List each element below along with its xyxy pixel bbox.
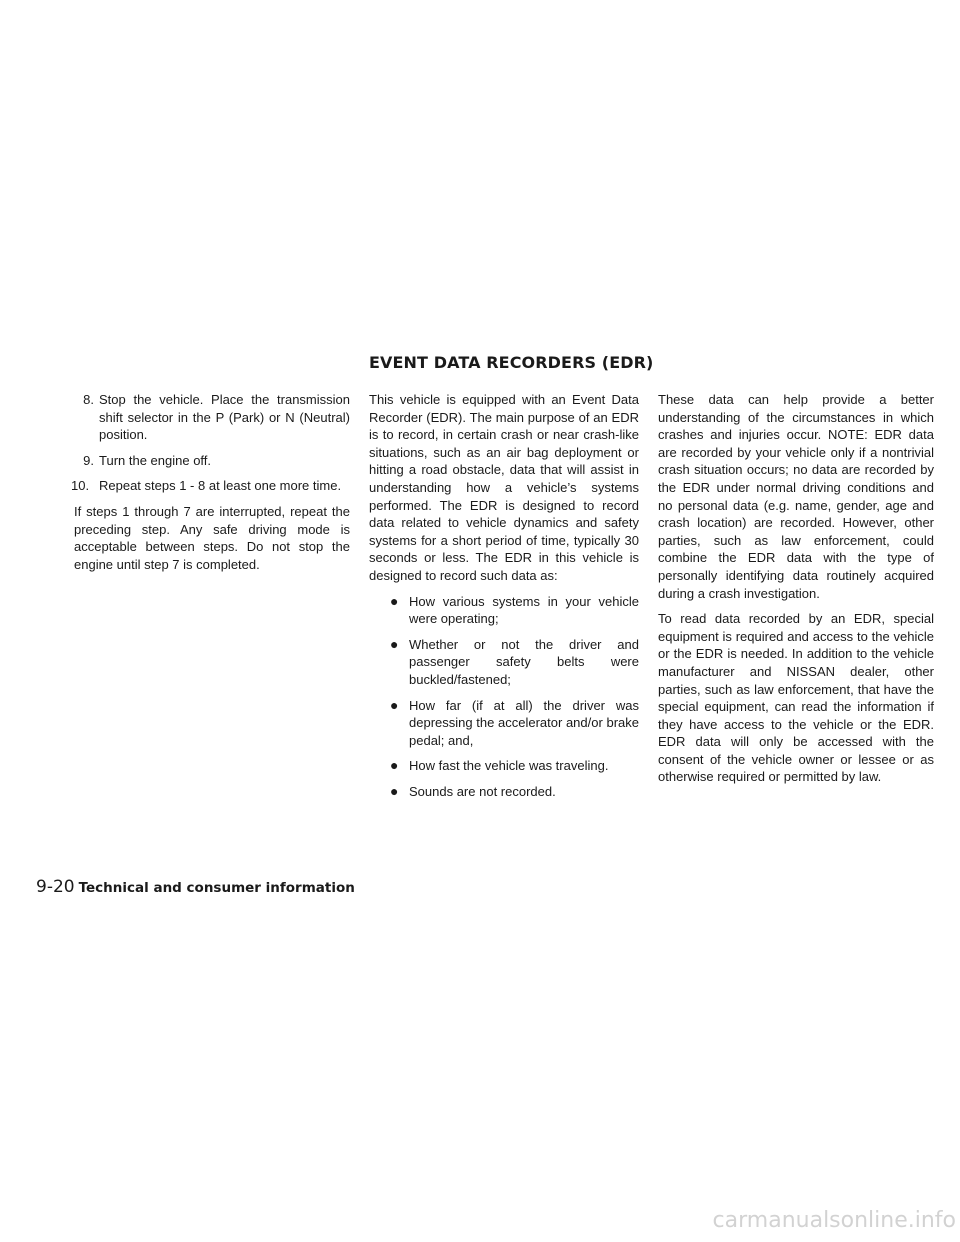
bullet-icon: ● (390, 757, 399, 774)
section-heading: EVENT DATA RECORDERS (EDR) (369, 353, 654, 372)
page-footer (36, 877, 355, 897)
bullet-icon: ● (390, 696, 399, 713)
page-number: 9-20 (36, 877, 75, 897)
step-item (74, 452, 350, 470)
list-item (369, 636, 639, 689)
watermark-text: carmanualsonline.info (712, 1208, 956, 1233)
bullet-icon: ● (390, 592, 399, 609)
step-text: Turn the engine off. (99, 452, 212, 468)
step-item (74, 391, 350, 444)
column-left (71, 391, 350, 581)
step-number: 8. (83, 392, 94, 407)
bullet-icon: ● (390, 782, 399, 799)
list-item-text: How various systems in your vehicle were operating; (409, 593, 639, 627)
step-item (71, 477, 350, 495)
step-text: Stop the vehicle. Place the transmission shift selector in the P (Park) or N (Neutral) position. (99, 392, 350, 443)
step-text: Repeat steps 1 - 8 at least one more time. (99, 478, 342, 494)
list-item-text: How far (if at all) the driver was depressing the accelerator and/or brake pedal; and, (409, 697, 639, 748)
step-number: 9. (83, 452, 94, 468)
list-item (369, 783, 639, 801)
paragraph: These data can help provide a better understanding of the circumstances in which crashes and injuries occur. NOTE: EDR data are recorded by your vehicle only if a nontrivial crash situation occurs; no data are recorded by the EDR under normal driving conditions and no personal data (e.g. name, gender, age and crash location) are recorded. However, other parties, such as law enforcement, could combine the EDR data with the type of personally identifying data routinely acquired during a crash investigation. (658, 392, 934, 601)
intro-paragraph: This vehicle is equipped with an Event Data Recorder (EDR). The main purpose of an EDR is to record, in certain crash or near crash-like situations, such as an air bag deployment or hitting a road obstacle, data that will assist in understanding how a vehicle’s systems performed. The EDR is designed to record data related to vehicle dynamics and safety systems for a short period of time, typically 30 seconds or less. The EDR in this vehicle is designed to record such data as: (369, 392, 639, 583)
chapter-title: Technical and consumer information (78, 880, 355, 896)
column-right (658, 391, 934, 794)
list-item-text: Sounds are not recorded. (409, 783, 556, 799)
list-item (369, 593, 639, 628)
paragraph: To read data recorded by an EDR, special equipment is required and access to the vehicle or the EDR is needed. In addition to the vehicle manufacturer and NISSAN dealer, other parties, such as law enforcement, that have the special equipment, can read the information if they have access to the vehicle or the EDR. EDR data will only be accessed with the consent of the vehicle owner or lessee or as otherwise required or permitted by law. (658, 611, 934, 785)
list-item-text: Whether or not the driver and passenger safety belts were buckled/fastened; (409, 636, 639, 687)
step-number: 10. (71, 478, 90, 494)
list-item (369, 757, 639, 775)
column-middle (369, 391, 639, 808)
bullet-icon: ● (390, 635, 399, 652)
list-item (369, 697, 639, 750)
paragraph: If steps 1 through 7 are interrupted, repeat the preceding step. Any safe driving mode is acceptable between steps. Do not stop the engine until step 7 is completed. (74, 503, 350, 572)
list-item-text: How fast the vehicle was traveling. (409, 758, 609, 774)
